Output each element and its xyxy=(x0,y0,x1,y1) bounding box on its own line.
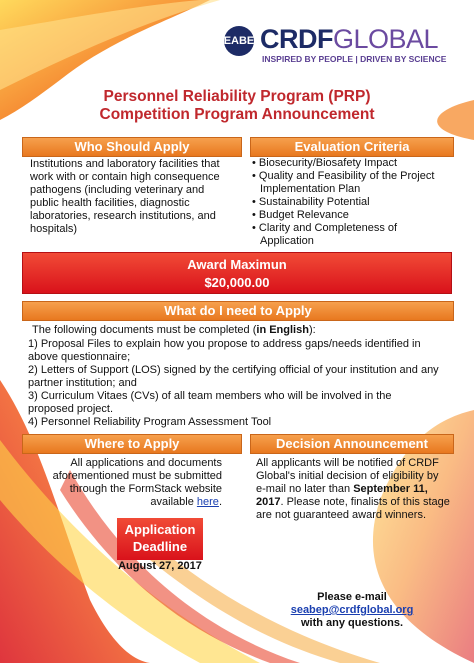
contact-block xyxy=(272,591,432,630)
criteria-item: • Budget Relevance xyxy=(252,209,349,221)
formstack-link[interactable]: here xyxy=(196,496,219,508)
deadline-line-2: Deadline xyxy=(132,539,188,554)
need-list xyxy=(28,338,440,429)
deadline-date: August 27, 2017 xyxy=(118,560,202,572)
need-item: 2) Letters of Support (LOS) signed by the certifying official of your institution and any partner institution; and xyxy=(28,364,439,389)
application-deadline-box xyxy=(117,518,203,560)
award-maximum-banner xyxy=(22,252,452,294)
seabep-seal-icon: SEAΒΕP xyxy=(224,26,254,56)
criteria-item: • Sustainability Potential xyxy=(252,196,370,208)
brand-wordmark xyxy=(260,24,438,55)
evaluation-criteria-header: Evaluation Criteria xyxy=(250,137,454,157)
title-line-1: Personnel Reliability Program (PRP) xyxy=(103,88,371,105)
contact-line-2: with any questions. xyxy=(300,617,404,629)
what-do-i-need-header: What do I need to Apply xyxy=(22,301,454,321)
need-item: 4) Personnel Reliability Program Assessment Tool xyxy=(28,416,272,428)
who-should-apply-text: Institutions and laboratory facilities that work with or contain high consequence pathogens (including veterinary and public health facilities, diagnostic laboratories, research institutions, and hospitals) xyxy=(30,158,220,235)
contact-line-1: Please e-mail xyxy=(317,591,387,603)
evaluation-criteria-list xyxy=(252,157,452,248)
decision-announcement-header: Decision Announcement xyxy=(250,434,454,454)
criteria-item: • Clarity and Completeness of Application xyxy=(252,222,398,247)
need-item: 3) Curriculum Vitaes (CVs) of all team members who will be involved in the proposed project. xyxy=(28,390,392,415)
brand-tagline: INSPIRED BY PEOPLE | DRIVEN BY SCIENCE xyxy=(262,54,447,64)
title-line-2: Competition Program Announcement xyxy=(99,106,375,123)
where-to-apply-header: Where to Apply xyxy=(22,434,242,454)
award-label: Award Maximun xyxy=(187,257,287,272)
criteria-item: • Quality and Feasibility of the Project Implementation Plan xyxy=(252,170,435,195)
need-intro: The following documents must be completed (in English): xyxy=(32,324,316,336)
where-to-apply-text: All applications and documents aforementioned must be submitted through the FormStack website available here. xyxy=(52,457,222,508)
decision-announcement-text: All applicants will be notified of CRDF Global's initial decision of eligibility by e-mail no later than September 11, 2017. Please note, finalists of this stage are not guaranteed award winners. xyxy=(256,457,450,521)
deadline-line-1: Application xyxy=(124,522,196,537)
need-item: 1) Proposal Files to explain how you propose to address gaps/needs identified in above questionnaire; xyxy=(28,338,421,363)
crdf-global-logo xyxy=(216,22,460,72)
criteria-item: • Biosecurity/Biosafety Impact xyxy=(252,157,398,169)
brand-part-global: GLOBAL xyxy=(333,24,439,54)
who-should-apply-header: Who Should Apply xyxy=(22,137,242,157)
contact-email-link[interactable]: seabep@crdfglobal.org xyxy=(290,604,414,616)
award-amount: $20,000.00 xyxy=(204,275,270,290)
page-title xyxy=(0,88,474,124)
brand-part-crdf: CRDF xyxy=(260,24,333,54)
